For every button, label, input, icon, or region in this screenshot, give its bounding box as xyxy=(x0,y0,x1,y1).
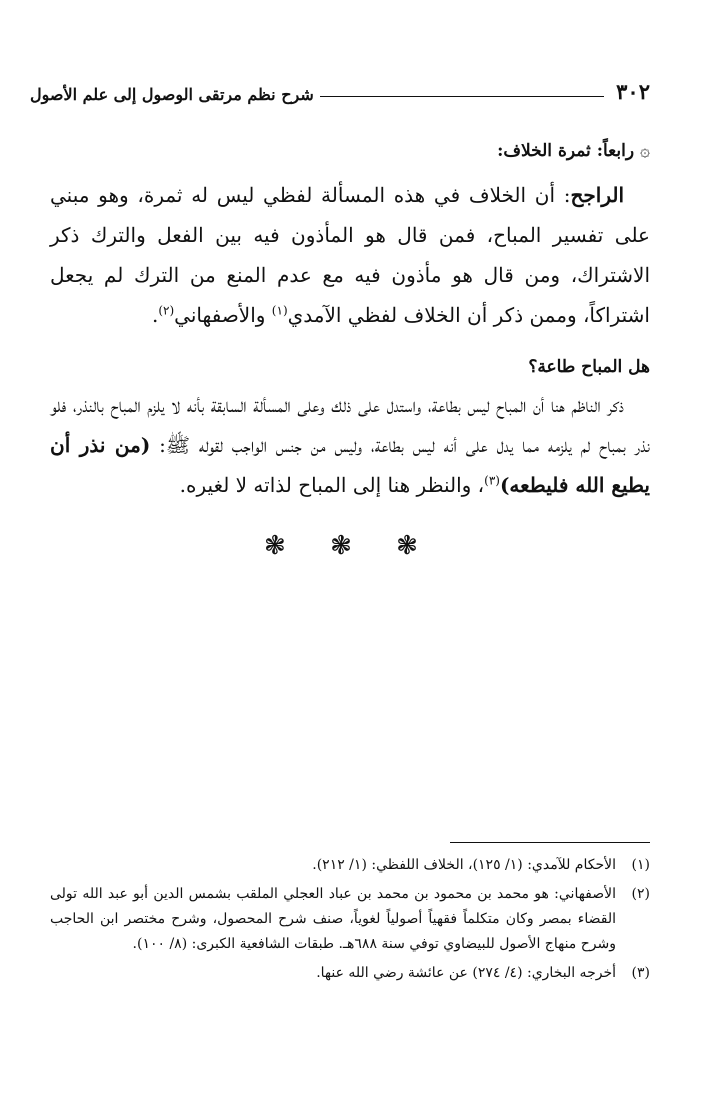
page-number: ٣٠٢ xyxy=(616,79,650,104)
footnote-item xyxy=(50,853,650,878)
footnote-item xyxy=(50,882,650,957)
hadith-quote: (من نذر أن يطيع الله فليطعه) xyxy=(50,433,650,497)
footnote-item xyxy=(50,961,650,986)
section-heading-text: رابعاً: ثمرة الخلاف: xyxy=(497,141,635,161)
section-heading-fruit-of-dispute xyxy=(50,140,650,161)
paragraph-permissible-obedience xyxy=(50,385,650,505)
header-rule xyxy=(320,96,604,97)
footnote-text: الأحكام للآمدي: (١/ ١٢٥)، الخلاف اللفظي: (١/ ٢١٢). xyxy=(312,857,616,873)
section-divider-stars: ❃ ❃ ❃ xyxy=(264,531,436,561)
footnote-number: (١) xyxy=(631,857,650,873)
subheading-is-permissible-obedience: هل المباح طاعة؟ xyxy=(528,357,650,377)
footnotes xyxy=(50,842,650,990)
paragraph-lead-term: الراجح xyxy=(570,183,624,207)
footnote-number: (٢) xyxy=(631,886,650,902)
flower-icon: ۞ xyxy=(640,141,650,161)
footnote-ref-1[interactable]: (١) xyxy=(271,303,288,318)
paragraph-text: : أن الخلاف في هذه المسألة لفظي ليس له ثمرة، وهو مبني على تفسير المباح، فمن قال هو المأذون فيه بين الفعل والترك ذكر الاشتراك، ومن قال هو مأذون فيه مع عدم المنع من الترك لم يجعل اشتراكاً، وممن ذكر أن الخلاف لفظي الآمدي xyxy=(50,183,650,327)
page-header xyxy=(30,74,650,104)
paragraph-text-2: والأصفهاني xyxy=(174,303,272,327)
footnote-rule xyxy=(450,842,650,843)
footnote-text: الأصفهاني: هو محمد بن محمود بن محمد بن عباد العجلي الملقب بشمس الدين أبو عبد الله تولى القضاء بمصر وكان متكلماً فقهياً أصولياً لغوياً، صنف شرح المحصول، وشرح مختصر ابن الحاجب وشرح منهاج الأصول للبيضاوي توفي سنة ٦٨٨هـ. طبقات الشافعية الكبرى: (٨/ ١٠٠). xyxy=(50,886,616,952)
main-content xyxy=(50,140,650,561)
paragraph-end: . xyxy=(151,303,159,327)
paragraph-text: ذكر الناظم هنا أن المباح ليس بطاعة، واستدل على ذلك وعلى المسألة السابقة بأنه لا يلزم المباح بالنذر، فلو نذر بمباح لم يلزمه مما يدل على أنه ليس بطاعة، وليس من جنس الواجب لقوله ﷺ: xyxy=(50,393,650,457)
running-title: شرح نظم مرتقى الوصول إلى علم الأصول xyxy=(30,85,314,104)
paragraph-preferred-view xyxy=(50,175,650,335)
footnote-number: (٣) xyxy=(631,965,650,981)
footnote-ref-2[interactable]: (٢) xyxy=(158,303,175,318)
paragraph-end: ، والنظر هنا إلى المباح لذاته لا لغيره. xyxy=(179,473,485,497)
footnote-ref-3[interactable]: (٣) xyxy=(484,473,500,488)
footnote-text: أخرجه البخاري: (٤/ ٢٧٤) عن عائشة رضي الله عنها. xyxy=(316,965,616,981)
